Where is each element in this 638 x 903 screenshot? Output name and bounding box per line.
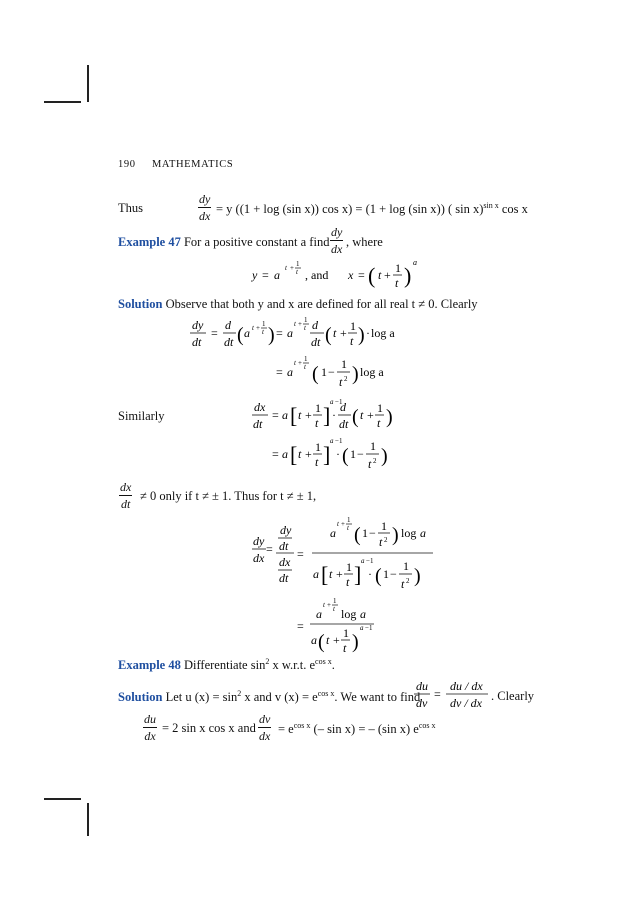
svg-text:1: 1 bbox=[350, 447, 356, 461]
svg-text:, and: , and bbox=[305, 268, 329, 282]
svg-text:=: = bbox=[297, 547, 304, 561]
svg-text:1: 1 bbox=[403, 559, 409, 573]
svg-text:=: = bbox=[272, 408, 279, 422]
svg-text:a: a bbox=[330, 398, 334, 406]
svg-text:=: = bbox=[211, 326, 218, 340]
svg-text:dt: dt bbox=[311, 335, 321, 349]
svg-text:dt: dt bbox=[339, 417, 349, 431]
svg-text:+: + bbox=[298, 320, 302, 328]
svg-text:a: a bbox=[316, 607, 322, 621]
svg-text:1: 1 bbox=[343, 626, 349, 640]
svg-text:[: [ bbox=[290, 403, 298, 428]
svg-text:): ) bbox=[268, 324, 275, 346]
svg-text:a: a bbox=[274, 268, 280, 282]
svg-text:a: a bbox=[420, 526, 426, 540]
svg-text:d: d bbox=[340, 400, 346, 414]
svg-text:]: ] bbox=[323, 403, 331, 428]
svg-text:(: ( bbox=[318, 631, 325, 653]
svg-text:=: = bbox=[297, 619, 304, 633]
thus-fraction: dy dx bbox=[199, 192, 211, 223]
svg-text:t: t bbox=[294, 320, 296, 328]
svg-text:+: + bbox=[336, 567, 343, 581]
svg-text:·: · bbox=[336, 447, 340, 461]
svg-text:(: ( bbox=[342, 445, 349, 467]
svg-text:a: a bbox=[361, 557, 365, 565]
svg-text:t: t bbox=[298, 408, 302, 422]
dx-dt-fraction: dx dt bbox=[120, 480, 132, 511]
svg-text:+: + bbox=[340, 326, 347, 340]
clearly-text: . Clearly bbox=[491, 689, 535, 703]
svg-text:1: 1 bbox=[296, 260, 300, 268]
svg-text:]: ] bbox=[354, 562, 362, 587]
svg-text:t: t bbox=[368, 457, 372, 471]
svg-text:dt: dt bbox=[279, 539, 289, 553]
svg-text:1: 1 bbox=[395, 261, 401, 275]
svg-text:+: + bbox=[333, 633, 340, 647]
svg-text:dt: dt bbox=[279, 571, 289, 585]
svg-text:1: 1 bbox=[321, 365, 327, 379]
svg-text:dv: dv bbox=[416, 696, 428, 710]
svg-text:dy: dy bbox=[253, 534, 265, 548]
svg-text:+: + bbox=[384, 268, 391, 282]
similarly-label: Similarly bbox=[118, 409, 165, 423]
svg-text:d: d bbox=[312, 318, 318, 332]
svg-text:a: a bbox=[330, 437, 334, 445]
svg-text:t: t bbox=[262, 328, 264, 336]
example-47-fraction: dy dx bbox=[331, 225, 343, 256]
svg-text:x: x bbox=[348, 268, 354, 282]
svg-text:=: = bbox=[358, 268, 365, 282]
svg-text:t: t bbox=[379, 535, 383, 549]
svg-text:1: 1 bbox=[362, 526, 368, 540]
svg-text:): ) bbox=[414, 565, 421, 587]
svg-text:1: 1 bbox=[315, 401, 321, 415]
svg-text:]: ] bbox=[323, 442, 331, 467]
svg-text:2: 2 bbox=[373, 457, 377, 465]
svg-text:t: t bbox=[296, 268, 298, 276]
svg-text:1: 1 bbox=[347, 516, 351, 524]
svg-text:): ) bbox=[404, 263, 412, 288]
svg-text:d: d bbox=[225, 318, 231, 332]
svg-text:1: 1 bbox=[383, 567, 389, 581]
svg-text:·: · bbox=[366, 326, 370, 340]
svg-text:t: t bbox=[395, 276, 399, 290]
crop-mark-top-vertical bbox=[87, 65, 89, 102]
svg-text:[: [ bbox=[321, 562, 329, 587]
svg-text:=: = bbox=[276, 326, 283, 340]
svg-text:dx: dx bbox=[254, 400, 266, 414]
svg-text:a: a bbox=[360, 624, 364, 632]
svg-text:−: − bbox=[328, 365, 335, 379]
svg-text:t: t bbox=[339, 375, 343, 389]
svg-text:log a: log a bbox=[371, 326, 395, 340]
svg-text:t: t bbox=[377, 416, 381, 430]
svg-text:t: t bbox=[323, 601, 325, 609]
svg-text:): ) bbox=[352, 363, 359, 385]
svg-text:t: t bbox=[401, 577, 405, 591]
example-47-where: , where bbox=[346, 235, 383, 249]
svg-text:−1: −1 bbox=[366, 557, 374, 565]
svg-text:(: ( bbox=[368, 263, 376, 288]
svg-text:t: t bbox=[252, 324, 254, 332]
svg-text:+: + bbox=[327, 601, 331, 609]
svg-text:dy: dy bbox=[280, 523, 292, 537]
svg-text:t: t bbox=[285, 264, 287, 272]
svg-text:t: t bbox=[315, 455, 319, 469]
svg-text:1: 1 bbox=[350, 319, 356, 333]
svg-text:t: t bbox=[298, 447, 302, 461]
svg-text:(: ( bbox=[325, 324, 332, 346]
svg-text:): ) bbox=[352, 631, 359, 653]
svg-text:a: a bbox=[282, 447, 288, 461]
svg-text:): ) bbox=[358, 324, 365, 346]
svg-text:log: log bbox=[401, 526, 417, 540]
svg-text:dt: dt bbox=[192, 335, 202, 349]
svg-text:+: + bbox=[298, 359, 302, 367]
crop-mark-bottom-horizontal bbox=[44, 798, 81, 800]
svg-text:a: a bbox=[360, 607, 366, 621]
example-47-line: Example 47 For a positive constant a find bbox=[118, 235, 330, 249]
svg-text:−1: −1 bbox=[335, 437, 343, 445]
svg-text:2: 2 bbox=[406, 577, 410, 585]
svg-text:a: a bbox=[413, 258, 417, 267]
dy-dx-derivation bbox=[250, 510, 440, 660]
svg-text:1: 1 bbox=[304, 316, 308, 324]
svg-text:−: − bbox=[357, 447, 364, 461]
svg-text:): ) bbox=[381, 445, 388, 467]
svg-text:+: + bbox=[305, 408, 312, 422]
svg-text:1: 1 bbox=[370, 439, 376, 453]
svg-text:log: log bbox=[341, 607, 357, 621]
final-line-part2: = $e^{cos x}$ (– sin x) = – (sin x) $e^{cos x}$ bbox=[278, 721, 436, 737]
svg-text:dt: dt bbox=[224, 335, 234, 349]
svg-text:(: ( bbox=[375, 565, 382, 587]
svg-text:dx: dx bbox=[279, 555, 291, 569]
svg-text:a: a bbox=[244, 326, 250, 340]
svg-text:=: = bbox=[276, 365, 283, 379]
svg-text:1: 1 bbox=[262, 320, 266, 328]
svg-text:t: t bbox=[333, 326, 337, 340]
svg-text:a: a bbox=[313, 567, 319, 581]
svg-text:dx: dx bbox=[253, 551, 265, 565]
svg-text:a: a bbox=[287, 326, 293, 340]
svg-text:(: ( bbox=[237, 324, 244, 346]
svg-text:1: 1 bbox=[346, 560, 352, 574]
svg-text:a: a bbox=[311, 633, 317, 647]
thus-expression: = y ((1 + log (sin x)) cos x) = (1 + log (sin x)) ( sin x)$^{sin x}$ cos x bbox=[216, 201, 528, 217]
svg-text:·: · bbox=[332, 408, 336, 422]
svg-text:t: t bbox=[294, 359, 296, 367]
crop-mark-top-horizontal bbox=[44, 101, 81, 103]
svg-text:log a: log a bbox=[360, 365, 384, 379]
svg-text:=: = bbox=[434, 687, 441, 701]
svg-text:(: ( bbox=[312, 363, 319, 385]
svg-text:t: t bbox=[346, 575, 350, 589]
crop-mark-bottom-vertical bbox=[87, 803, 89, 836]
svg-text:a: a bbox=[330, 526, 336, 540]
svg-text:1: 1 bbox=[333, 597, 337, 605]
svg-text:): ) bbox=[386, 406, 393, 428]
svg-text:t: t bbox=[360, 408, 364, 422]
svg-text:t: t bbox=[337, 520, 339, 528]
svg-text:+: + bbox=[290, 264, 294, 272]
svg-text:a: a bbox=[282, 408, 288, 422]
svg-text:−: − bbox=[369, 526, 376, 540]
svg-text:du / dx: du / dx bbox=[450, 679, 483, 693]
running-head: MATHEMATICS bbox=[152, 159, 234, 170]
svg-text:t: t bbox=[304, 363, 306, 371]
svg-text:t: t bbox=[326, 633, 330, 647]
given-equation bbox=[250, 255, 430, 295]
final-line-part1: = 2 sin x cos x and bbox=[162, 721, 256, 735]
solution-47-line: Solution Observe that both y and x are defined for all real t ≠ 0. Clearly bbox=[118, 297, 478, 311]
svg-text:t: t bbox=[347, 524, 349, 532]
dx-dt-derivation bbox=[250, 395, 410, 475]
svg-text:dv / dx: dv / dx bbox=[450, 696, 482, 710]
svg-text:+: + bbox=[305, 447, 312, 461]
svg-text:dy: dy bbox=[192, 318, 204, 332]
svg-text:t: t bbox=[333, 605, 335, 613]
svg-text:t: t bbox=[329, 567, 333, 581]
svg-text:(: ( bbox=[354, 524, 361, 546]
svg-text:): ) bbox=[392, 524, 399, 546]
svg-text:=: = bbox=[262, 268, 269, 282]
svg-text:du: du bbox=[416, 679, 428, 693]
svg-text:(: ( bbox=[352, 406, 359, 428]
svg-text:1: 1 bbox=[315, 440, 321, 454]
condition-line: ≠ 0 only if t ≠ ± 1. Thus for t ≠ ± 1, bbox=[140, 489, 317, 503]
svg-text:=: = bbox=[266, 542, 273, 556]
svg-text:t: t bbox=[315, 416, 319, 430]
example-48-line: Example 48 Differentiate $\sin^2 x$ w.r.t. $e^{cos x}$. bbox=[118, 657, 335, 673]
thus-label: Thus bbox=[118, 201, 143, 215]
svg-text:t: t bbox=[343, 641, 347, 655]
svg-text:−1: −1 bbox=[335, 398, 343, 406]
svg-text:·: · bbox=[368, 567, 372, 581]
svg-text:+: + bbox=[367, 408, 374, 422]
svg-text:1: 1 bbox=[341, 357, 347, 371]
svg-text:t: t bbox=[304, 324, 306, 332]
svg-text:t: t bbox=[350, 334, 354, 348]
svg-text:[: [ bbox=[290, 442, 298, 467]
svg-text:a: a bbox=[287, 365, 293, 379]
dv-dx-fraction: dv dx bbox=[259, 712, 271, 743]
svg-text:1: 1 bbox=[377, 401, 383, 415]
svg-text:2: 2 bbox=[344, 375, 348, 383]
svg-text:+: + bbox=[256, 324, 260, 332]
solution-48-line: Solution Let u $(x) = \sin^2 x$ and v $(x) = e^{cos x}$. We want to find bbox=[118, 689, 421, 705]
svg-text:1: 1 bbox=[304, 355, 308, 363]
svg-text:=: = bbox=[272, 447, 279, 461]
svg-text:+: + bbox=[341, 520, 345, 528]
svg-text:2: 2 bbox=[384, 536, 388, 544]
svg-text:y: y bbox=[252, 268, 258, 282]
svg-text:dt: dt bbox=[253, 417, 263, 431]
page-number: 190 bbox=[118, 159, 136, 170]
dy-dt-derivation bbox=[188, 313, 418, 393]
svg-text:−1: −1 bbox=[365, 624, 373, 632]
svg-text:t: t bbox=[378, 268, 382, 282]
svg-text:−: − bbox=[390, 567, 397, 581]
svg-text:1: 1 bbox=[381, 519, 387, 533]
du-dx-fraction: du dx bbox=[144, 712, 156, 743]
